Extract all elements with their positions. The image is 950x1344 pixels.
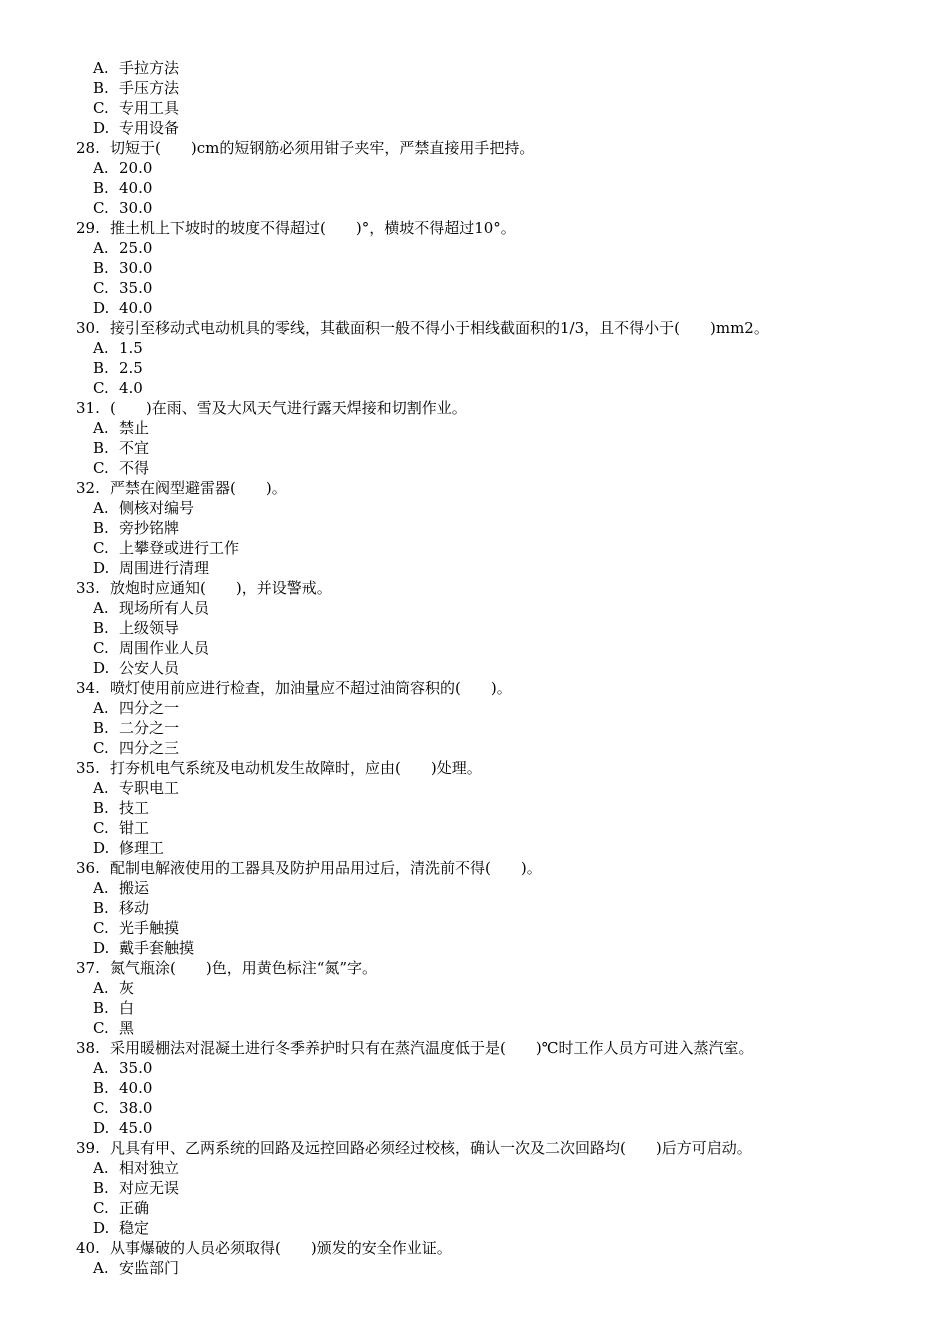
option-text: 上级领导: [119, 619, 180, 637]
option-text: 专用工具: [119, 99, 180, 117]
option-text: 黑: [119, 1019, 135, 1037]
question-line: [0, 398, 950, 418]
option-text: 25.0: [119, 239, 153, 257]
option-line: [0, 458, 950, 478]
option-text: 四分之一: [119, 699, 180, 717]
option-text: 戴手套触摸: [119, 939, 195, 957]
question-text: 打夯机电气系统及电动机发生故障时，应由( )处理。: [110, 759, 482, 777]
question-text: 从事爆破的人员必须取得( )颁发的安全作业证。: [110, 1239, 452, 1257]
option-text: 现场所有人员: [119, 599, 210, 617]
option-letter: A.: [93, 879, 109, 897]
option-letter: C.: [93, 1099, 109, 1117]
option-line: [0, 1218, 950, 1238]
option-letter: D.: [93, 119, 110, 137]
option-letter: C.: [93, 639, 109, 657]
option-text: 安监部门: [119, 1259, 180, 1277]
option-letter: C.: [93, 99, 109, 117]
option-letter: B.: [93, 439, 109, 457]
option-text: 对应无误: [119, 1179, 180, 1197]
exam-page: [0, 58, 950, 1278]
option-line: [0, 1058, 950, 1078]
option-line: [0, 698, 950, 718]
option-text: 35.0: [119, 1059, 153, 1077]
question-text: 严禁在阀型避雷器( )。: [110, 479, 287, 497]
option-letter: B.: [93, 79, 109, 97]
option-text: 移动: [119, 899, 150, 917]
option-line: [0, 198, 950, 218]
option-letter: B.: [93, 259, 109, 277]
question-text: 配制电解液使用的工器具及防护用品用过后，清洗前不得( )。: [110, 859, 542, 877]
option-letter: D.: [93, 659, 110, 677]
question-number: 31.: [76, 399, 100, 417]
option-letter: C.: [93, 539, 109, 557]
option-letter: A.: [93, 1259, 109, 1277]
question-line: [0, 858, 950, 878]
option-text: 灰: [119, 979, 135, 997]
option-line: [0, 978, 950, 998]
option-text: 40.0: [119, 299, 153, 317]
option-text: 旁抄铭牌: [119, 519, 180, 537]
option-text: 手压方法: [119, 79, 180, 97]
option-line: [0, 1158, 950, 1178]
option-letter: A.: [93, 159, 109, 177]
option-line: [0, 618, 950, 638]
option-letter: C.: [93, 199, 109, 217]
option-letter: A.: [93, 59, 109, 77]
option-letter: B.: [93, 359, 109, 377]
option-line: [0, 498, 950, 518]
option-letter: C.: [93, 739, 109, 757]
option-text: 正确: [119, 1199, 150, 1217]
option-letter: B.: [93, 1179, 109, 1197]
question-number: 36.: [76, 859, 100, 877]
option-text: 稳定: [119, 1219, 150, 1237]
option-text: 技工: [119, 799, 150, 817]
option-line: [0, 418, 950, 438]
question-line: [0, 218, 950, 238]
option-line: [0, 438, 950, 458]
option-letter: A.: [93, 599, 109, 617]
question-number: 28.: [76, 139, 100, 157]
option-line: [0, 1018, 950, 1038]
option-line: [0, 78, 950, 98]
option-text: 光手触摸: [119, 919, 180, 937]
option-line: [0, 638, 950, 658]
option-letter: D.: [93, 839, 110, 857]
option-line: [0, 998, 950, 1018]
question-number: 30.: [76, 319, 100, 337]
option-text: 白: [119, 999, 135, 1017]
question-line: [0, 1138, 950, 1158]
option-text: 搬运: [119, 879, 150, 897]
question-line: [0, 958, 950, 978]
option-letter: C.: [93, 459, 109, 477]
option-text: 禁止: [119, 419, 150, 437]
question-text: 切短于( )cm的短钢筋必须用钳子夹牢，严禁直接用手把持。: [110, 139, 535, 157]
option-letter: A.: [93, 239, 109, 257]
option-letter: D.: [93, 939, 110, 957]
option-line: [0, 258, 950, 278]
option-letter: A.: [93, 499, 109, 517]
option-letter: A.: [93, 699, 109, 717]
option-letter: C.: [93, 819, 109, 837]
question-number: 37.: [76, 959, 100, 977]
question-number: 39.: [76, 1139, 100, 1157]
option-text: 修理工: [119, 839, 165, 857]
option-line: [0, 838, 950, 858]
question-number: 32.: [76, 479, 100, 497]
question-text: 接引至移动式电动机具的零线，其截面积一般不得小于相线截面积的1/3，且不得小于( )mm2。: [110, 319, 769, 337]
option-letter: D.: [93, 299, 110, 317]
option-line: [0, 238, 950, 258]
option-text: 上攀登或进行工作: [119, 539, 240, 557]
option-line: [0, 598, 950, 618]
option-line: [0, 718, 950, 738]
question-number: 38.: [76, 1039, 100, 1057]
option-line: [0, 178, 950, 198]
option-text: 周围进行清理: [119, 559, 210, 577]
question-text: 推土机上下坡时的坡度不得超过( )°，横坡不得超过10°。: [110, 219, 516, 237]
option-text: 30.0: [119, 259, 153, 277]
option-line: [0, 1118, 950, 1138]
option-line: [0, 778, 950, 798]
option-letter: A.: [93, 779, 109, 797]
question-line: [0, 318, 950, 338]
option-line: [0, 58, 950, 78]
option-letter: B.: [93, 619, 109, 637]
option-line: [0, 898, 950, 918]
question-line: [0, 138, 950, 158]
option-letter: B.: [93, 899, 109, 917]
option-letter: C.: [93, 379, 109, 397]
option-letter: C.: [93, 1199, 109, 1217]
option-letter: A.: [93, 339, 109, 357]
option-letter: C.: [93, 919, 109, 937]
option-text: 四分之三: [119, 739, 180, 757]
option-letter: B.: [93, 519, 109, 537]
option-line: [0, 158, 950, 178]
option-letter: A.: [93, 419, 109, 437]
option-text: 专用设备: [119, 119, 180, 137]
question-text: 凡具有甲、乙两系统的回路及远控回路必须经过校核，确认一次及二次回路均( )后方可启动。: [110, 1139, 752, 1157]
option-text: 二分之一: [119, 719, 180, 737]
option-letter: B.: [93, 799, 109, 817]
option-line: [0, 1078, 950, 1098]
question-text: 氮气瓶涂( )色，用黄色标注“氮”字。: [110, 959, 378, 977]
question-number: 35.: [76, 759, 100, 777]
option-text: 40.0: [119, 179, 153, 197]
option-line: [0, 1178, 950, 1198]
option-text: 周围作业人员: [119, 639, 210, 657]
question-number: 29.: [76, 219, 100, 237]
option-letter: D.: [93, 559, 110, 577]
option-text: 2.5: [119, 359, 143, 377]
option-letter: B.: [93, 999, 109, 1017]
option-line: [0, 558, 950, 578]
option-line: [0, 118, 950, 138]
option-text: 35.0: [119, 279, 153, 297]
option-line: [0, 378, 950, 398]
question-text: 放炮时应通知( )，并设警戒。: [110, 579, 332, 597]
question-number: 40.: [76, 1239, 100, 1257]
option-line: [0, 518, 950, 538]
option-line: [0, 1098, 950, 1118]
option-line: [0, 798, 950, 818]
option-line: [0, 938, 950, 958]
option-line: [0, 658, 950, 678]
option-line: [0, 98, 950, 118]
option-line: [0, 1258, 950, 1278]
option-letter: C.: [93, 1019, 109, 1037]
option-text: 4.0: [119, 379, 143, 397]
question-number: 34.: [76, 679, 100, 697]
question-line: [0, 1038, 950, 1058]
question-text: 采用暖棚法对混凝土进行冬季养护时只有在蒸汽温度低于是( )℃时工作人员方可进入蒸汽室。: [110, 1039, 754, 1057]
option-line: [0, 918, 950, 938]
option-text: 45.0: [119, 1119, 153, 1137]
option-text: 40.0: [119, 1079, 153, 1097]
option-line: [0, 738, 950, 758]
question-line: [0, 678, 950, 698]
option-line: [0, 878, 950, 898]
option-line: [0, 358, 950, 378]
option-letter: A.: [93, 1059, 109, 1077]
option-text: 侧核对编号: [119, 499, 195, 517]
option-letter: C.: [93, 279, 109, 297]
option-letter: B.: [93, 1079, 109, 1097]
option-letter: A.: [93, 979, 109, 997]
option-line: [0, 1198, 950, 1218]
option-text: 手拉方法: [119, 59, 180, 77]
question-line: [0, 578, 950, 598]
option-text: 钳工: [119, 819, 150, 837]
option-text: 38.0: [119, 1099, 153, 1117]
question-text: 喷灯使用前应进行检查，加油量应不超过油筒容积的( )。: [110, 679, 512, 697]
option-line: [0, 538, 950, 558]
option-text: 20.0: [119, 159, 153, 177]
option-text: 相对独立: [119, 1159, 180, 1177]
question-line: [0, 478, 950, 498]
option-text: 1.5: [119, 339, 143, 357]
option-line: [0, 298, 950, 318]
question-number: 33.: [76, 579, 100, 597]
option-line: [0, 278, 950, 298]
option-text: 公安人员: [119, 659, 180, 677]
option-letter: A.: [93, 1159, 109, 1177]
option-line: [0, 338, 950, 358]
option-letter: B.: [93, 719, 109, 737]
option-text: 不得: [119, 459, 150, 477]
option-text: 专职电工: [119, 779, 180, 797]
option-letter: D.: [93, 1219, 110, 1237]
option-text: 不宜: [119, 439, 150, 457]
question-text: ( )在雨、雪及大风天气进行露天焊接和切割作业。: [110, 399, 467, 417]
option-text: 30.0: [119, 199, 153, 217]
option-line: [0, 818, 950, 838]
question-line: [0, 1238, 950, 1258]
option-letter: D.: [93, 1119, 110, 1137]
option-letter: B.: [93, 179, 109, 197]
question-line: [0, 758, 950, 778]
